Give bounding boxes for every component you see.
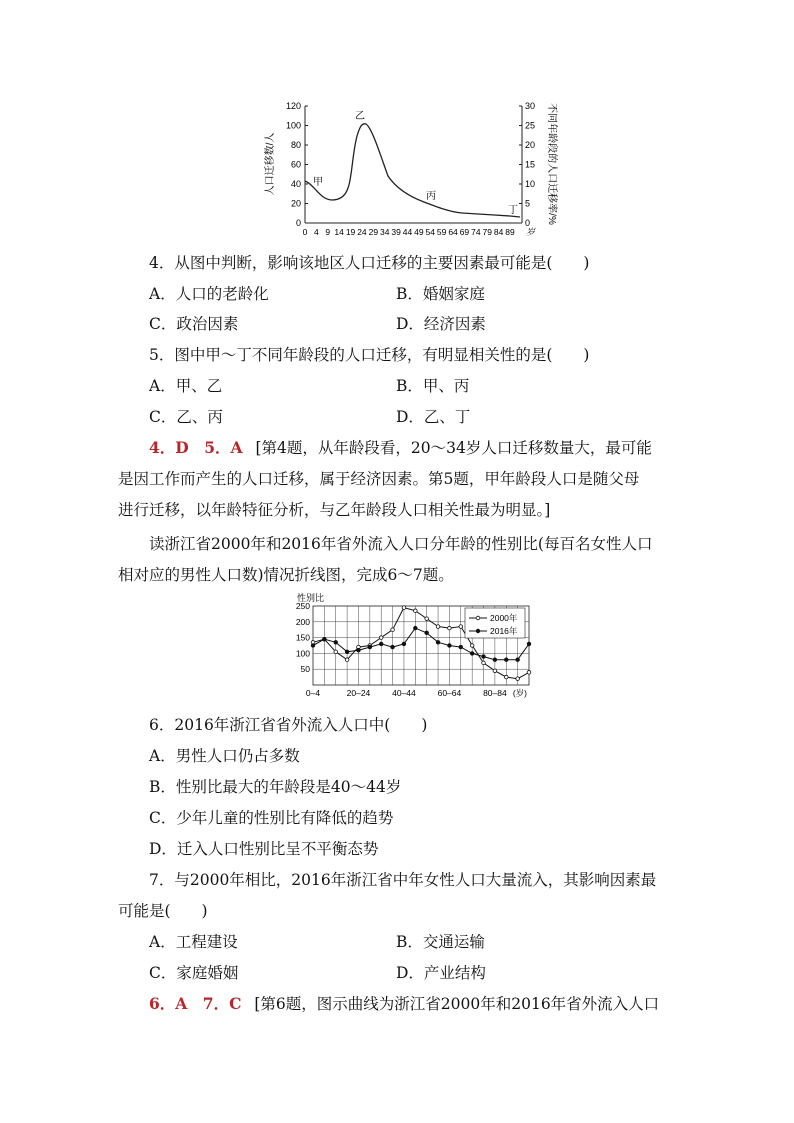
x-tick-label: 0–4 (305, 688, 321, 698)
data-point (527, 642, 531, 646)
x-tick-label: 74 (471, 227, 481, 237)
left-tick-label: 80 (290, 140, 301, 150)
x-tick-label: 84 (493, 227, 504, 237)
x-tick-label: 80–84 (483, 688, 507, 698)
q6-stem: 6．2016年浙江省省外流入人口中( ) (149, 716, 428, 734)
data-point (470, 652, 474, 656)
y-tick-label: 250 (295, 601, 310, 611)
x-tick-label: 79 (482, 227, 492, 237)
data-point (425, 631, 429, 635)
q7-option-c[interactable]: C．家庭婚姻 (149, 964, 239, 982)
x-tick-label: 4 (314, 227, 319, 237)
y-tick-label: 200 (295, 616, 310, 627)
q4-stem: 4．从图中判断，影响该地区人口迁移的主要因素最可能是( ) (149, 254, 590, 272)
q5-option-c[interactable]: C．乙、丙 (149, 408, 223, 426)
x-unit-label: (岁) (512, 688, 527, 698)
right-tick-label: 20 (525, 140, 536, 150)
data-point (470, 644, 474, 648)
data-point (482, 655, 486, 659)
data-point (414, 626, 418, 630)
left-tick-label: 120 (285, 101, 301, 111)
x-tick-label: 49 (414, 227, 424, 237)
data-point (436, 641, 440, 645)
q6-option-b[interactable]: B．性别比最大的年龄段是40～44岁 (149, 778, 402, 796)
sex-ratio-chart (285, 590, 537, 706)
x-tick-label: 0 (302, 227, 308, 237)
intro-line2: 相对应的男性人口数)情况折线图，完成6～7题。 (118, 566, 454, 584)
y-tick-label: 50 (300, 664, 310, 675)
data-point (379, 636, 383, 640)
sex-ratio-y-ticks (296, 601, 310, 674)
legend-label: 2000年 (490, 613, 518, 623)
right-tick-label: 25 (525, 120, 536, 131)
q4-option-b[interactable]: B．婚姻家庭 (396, 285, 485, 303)
sex-ratio-legend (465, 608, 525, 638)
data-point (493, 658, 497, 662)
right-tick-label: 10 (525, 179, 536, 189)
y-tick-label: 100 (295, 648, 310, 659)
q4-option-a[interactable]: A．人口的老龄化 (149, 285, 269, 303)
data-point (482, 661, 486, 665)
x-tick-label: 89 (505, 227, 515, 237)
right-tick-label: 15 (525, 159, 536, 170)
data-point (459, 645, 463, 649)
migration-chart (262, 96, 562, 246)
sex-ratio-ylabel: 性别比 (297, 593, 325, 603)
data-point (459, 625, 463, 629)
x-tick-label: 69 (459, 227, 470, 237)
sex-ratio-x-ticks (306, 688, 527, 698)
left-tick-label: 0 (295, 218, 301, 228)
migration-curve (305, 124, 520, 217)
data-point (448, 644, 452, 648)
label-yi: 乙 (355, 111, 365, 122)
q5-option-d[interactable]: D．乙、丁 (396, 408, 471, 426)
data-point (504, 675, 508, 679)
y-tick-label: 150 (295, 632, 310, 643)
data-point (414, 609, 418, 613)
q7-stem-line1: 7．与2000年相比，2016年浙江省中年女性人口大量流入，其影响因素最 (149, 871, 657, 889)
answer-4-5-line1 (149, 438, 652, 458)
x-tick-label: 64 (448, 227, 458, 237)
data-point (311, 644, 315, 648)
data-point (516, 658, 520, 662)
q5-stem: 5．图中甲～丁不同年龄段的人口迁移，有明显相关性的是( ) (149, 346, 590, 364)
q6-option-d[interactable]: D．迁入人口性别比呈不平衡态势 (149, 840, 379, 858)
x-tick-label: 44 (402, 227, 413, 237)
data-point (334, 641, 338, 645)
q7-option-a[interactable]: A．工程建设 (149, 933, 238, 951)
answer-4-5-text: [第4题，从年龄段看，20～34岁人口迁移数量大，最可能 (255, 439, 652, 457)
x-tick-label: 9 (325, 227, 331, 237)
legend-label: 2016年 (490, 626, 518, 636)
q5-option-a[interactable]: A．甲、乙 (149, 377, 223, 395)
data-point (425, 617, 429, 621)
left-tick-label: 60 (290, 159, 301, 170)
x-tick-label: 34 (379, 227, 390, 237)
data-point (448, 626, 452, 630)
x-axis-ticks (303, 227, 536, 237)
answer-6-7-line1 (149, 994, 659, 1014)
answer-4-5-key: 4．D 5．A (149, 438, 243, 457)
x-tick-label: 59 (436, 227, 447, 237)
q7-stem-line2: 可能是( ) (118, 902, 208, 920)
q7-option-d[interactable]: D．产业结构 (396, 964, 486, 982)
left-tick-label: 20 (290, 198, 301, 209)
label-ding: 丁 (508, 205, 518, 216)
right-tick-label: 5 (525, 198, 531, 209)
data-point (391, 645, 395, 649)
legend-marker (476, 629, 480, 633)
data-point (402, 642, 406, 646)
answer-6-7-text: [第6题，图示曲线为浙江省2000年和2016年省外流入人口 (254, 995, 660, 1013)
data-point (357, 648, 361, 652)
x-tick-label: 39 (391, 227, 401, 237)
x-unit-label: 岁 (526, 227, 536, 237)
q6-option-c[interactable]: C．少年儿童的性别比有降低的趋势 (149, 809, 394, 827)
data-point (345, 658, 349, 662)
right-axis-label: 不同年龄段的人口迁移率/% (546, 103, 557, 225)
answer-4-5-line3: 进行迁移，以年龄特征分析，与乙年龄段人口相关性最为明显。] (118, 501, 551, 519)
right-tick-label: 30 (525, 101, 536, 111)
data-point (391, 628, 395, 632)
data-point (493, 669, 497, 673)
data-point (368, 645, 372, 649)
label-bing: 丙 (426, 191, 436, 202)
x-tick-label: 40–44 (392, 688, 416, 698)
legend-marker (476, 616, 480, 620)
left-axis-label: 人口迁移数/人 (265, 132, 276, 196)
label-jia: 甲 (313, 177, 323, 188)
x-tick-label: 54 (425, 227, 436, 237)
q6-option-a[interactable]: A．男性人口仍占多数 (149, 747, 300, 765)
right-tick-label: 0 (525, 218, 531, 228)
data-point (334, 650, 338, 654)
x-tick-label: 60–64 (437, 688, 462, 698)
data-point (345, 650, 349, 654)
right-axis-ticks (519, 101, 535, 228)
data-point (436, 625, 440, 629)
data-point (323, 637, 327, 641)
data-point (402, 606, 406, 610)
x-tick-label: 20–24 (346, 688, 371, 698)
q4-option-c[interactable]: C．政治因素 (149, 315, 239, 333)
intro-line1: 读浙江省2000年和2016年省外流入人口分年龄的性别比(每百名女性人口 (149, 535, 653, 553)
left-tick-label: 100 (285, 120, 301, 131)
left-tick-label: 40 (290, 179, 301, 189)
answer-6-7-key: 6．A 7．C (149, 994, 242, 1013)
x-tick-label: 19 (345, 227, 356, 237)
answer-4-5-line2: 是因工作而产生的人口迁移，属于经济因素。第5题，甲年龄段人口是随父母 (118, 470, 640, 488)
q5-option-b[interactable]: B．甲、丙 (396, 377, 470, 395)
x-tick-label: 14 (334, 227, 344, 237)
data-point (504, 658, 508, 662)
data-point (527, 671, 531, 675)
q7-option-b[interactable]: B．交通运输 (396, 933, 485, 951)
data-point (516, 677, 520, 681)
x-tick-label: 29 (368, 227, 379, 237)
q4-option-d[interactable]: D．经济因素 (396, 315, 486, 333)
migration-chart-frame (305, 106, 522, 223)
data-point (379, 642, 383, 646)
x-tick-label: 24 (357, 227, 367, 237)
